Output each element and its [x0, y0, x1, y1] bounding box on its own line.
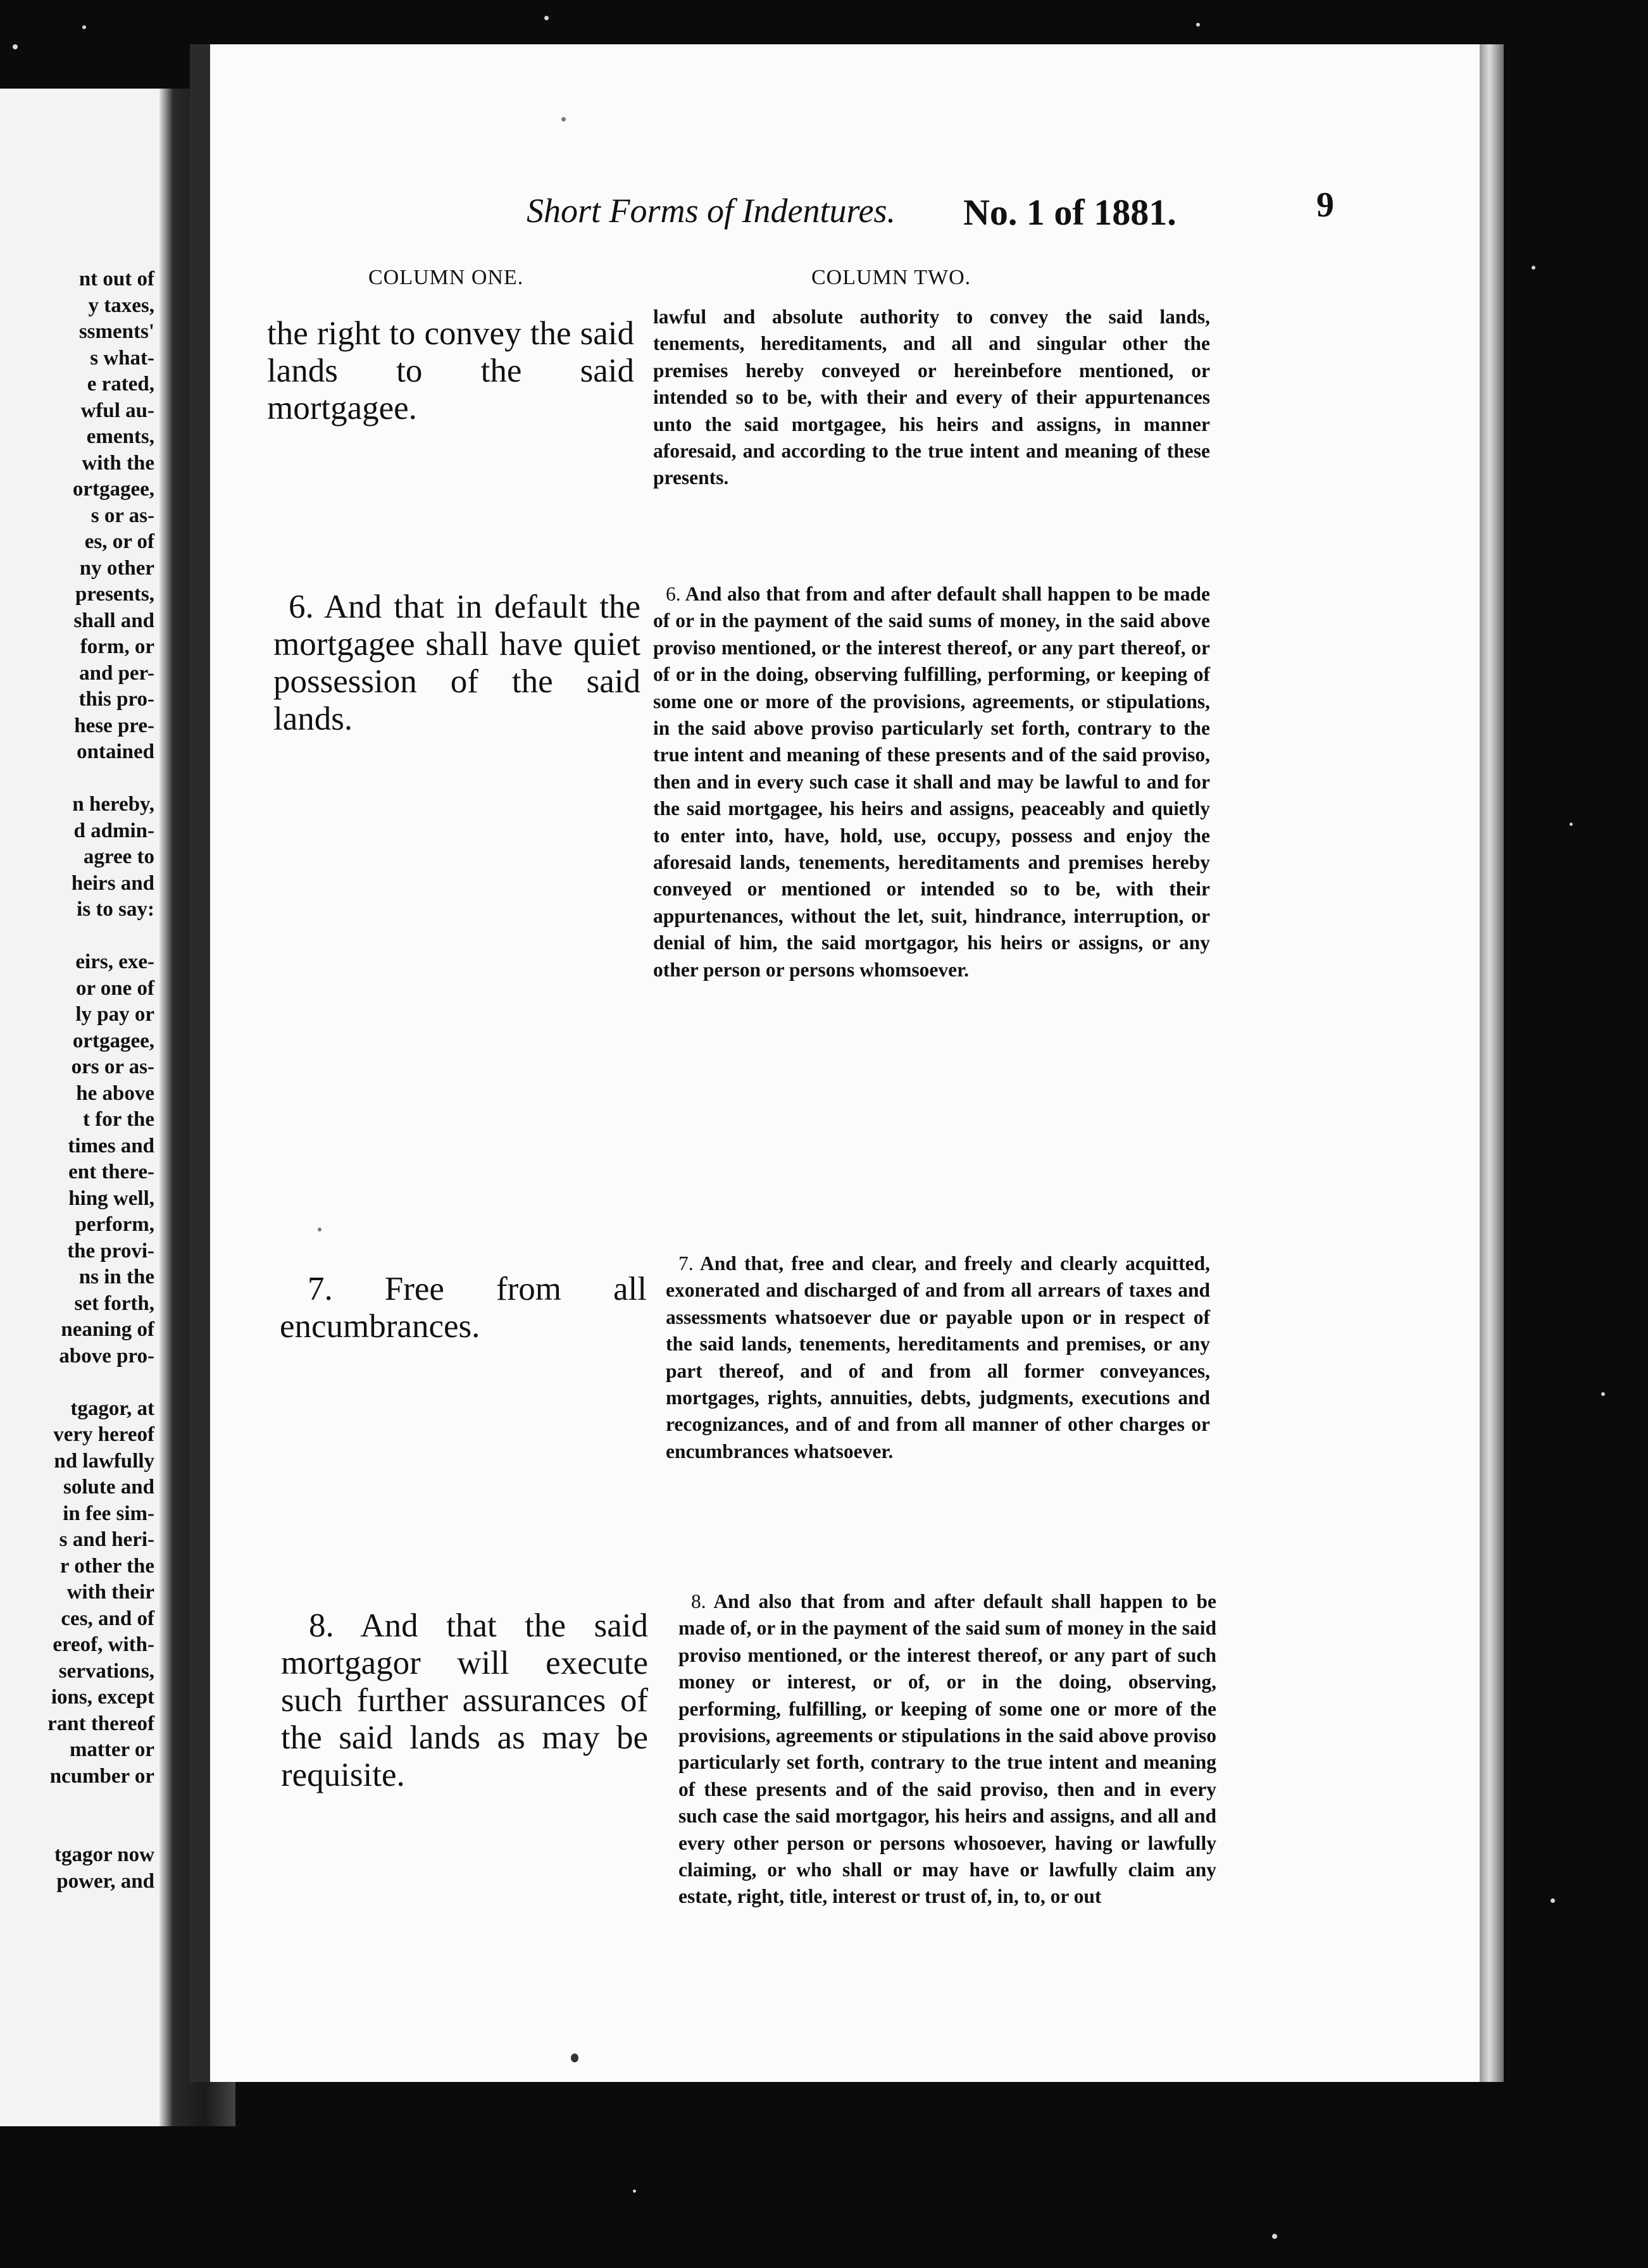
running-title: Short Forms of Indentures. [527, 192, 896, 230]
long-form-text: And also that from and after default shall happen to be made of or in the payment of the said sums of money, in the said above proviso mentioned, or the interest thereof, or any part thereof, or of or in the doing, observing fulfilling, performing, or keeping of some one or more of the provisions, agreements, or stipulations, in the said above proviso particularly set forth, contrary to the true intent and meaning of these presents and of the said proviso, then and in every such case it shall and may be lawful to and for the said mortgagee, his heirs and assigns, peaceably and quietly to enter into, have, hold, use, occupy, possess and enjoy the aforesaid lands, tenements, hereditaments and premises hereby conveyed or mentioned or intended so to be, with their appurtenances, without the let, suit, hindrance, interruption, or denial of him, the said mortgagor, his heirs or assigns, or any other person or persons whomsoever. [653, 583, 1210, 981]
clause-number: 7. [308, 1271, 333, 1307]
short-form-clause [281, 1607, 648, 1794]
ink-speck [561, 117, 566, 122]
column-two-heading: COLUMN TWO. [811, 266, 971, 289]
previous-page-line: and per- [79, 661, 154, 685]
document-page [190, 44, 1485, 2082]
film-speck [13, 44, 18, 49]
previous-page-line: d admin- [73, 819, 154, 842]
previous-page-line: ssments' [78, 320, 154, 343]
clause-number: 6. [289, 589, 314, 625]
previous-page-fragment [0, 89, 159, 2126]
previous-page-line: ortgagee, [72, 1029, 154, 1052]
previous-page-line: the provi- [67, 1239, 154, 1262]
previous-page-line: y taxes, [88, 294, 154, 317]
long-form-text: lawful and absolute authority to convey the said lands, tenements, hereditaments, and all and singular other the premises hereby conveyed or hereinbefore mentioned, or intended so to be, with their and every of their appurtenances unto the said mortgagee, his heirs and assigns, in manner aforesaid, and according to the true intent and meaning of these presents. [653, 306, 1210, 489]
clause-number: 8. [309, 1607, 334, 1644]
page-edge [1480, 44, 1504, 2082]
previous-page-line: is to say: [77, 898, 154, 921]
long-form-clause [653, 304, 1210, 492]
previous-page-line: nd lawfully [54, 1449, 154, 1473]
previous-page-line: he above [76, 1081, 154, 1105]
previous-page-line: matter or [69, 1738, 154, 1761]
film-speck [1196, 23, 1200, 27]
long-form-clause [666, 1250, 1210, 1465]
long-form-clause [678, 1588, 1216, 1910]
previous-page-line: s or as- [91, 504, 154, 527]
previous-page-line: nt out of [78, 268, 154, 290]
short-form-text: And that the said mortgagor will execute such further assurances of the said lands as may be requisite. [281, 1607, 649, 1793]
previous-page-line: presents, [75, 583, 154, 606]
ink-speck [571, 2053, 578, 2062]
previous-page-line: s what- [90, 346, 154, 370]
previous-page-line: rant thereof [47, 1712, 154, 1735]
short-form-text: Free from all encumbrances. [280, 1271, 647, 1345]
previous-page-line: tgagor, at [70, 1397, 154, 1420]
film-speck [1601, 1392, 1605, 1396]
previous-page-line: set forth, [74, 1292, 154, 1315]
previous-page-line: solute and [63, 1476, 154, 1498]
film-speck [1272, 2234, 1277, 2239]
short-form-text: the right to convey the said lands to the said mortgagee. [267, 315, 634, 427]
previous-page-line: hing well, [68, 1187, 154, 1210]
previous-page-line: n hereby, [72, 793, 154, 816]
previous-page-line: ements, [86, 425, 154, 448]
previous-page-line: this pro- [78, 688, 154, 711]
previous-page-line: ortgagee, [72, 478, 154, 501]
clause-number: 6. [666, 583, 681, 605]
column-one-heading: COLUMN ONE. [368, 266, 524, 289]
clause-number: 8. [691, 1590, 706, 1612]
page-number: 9 [1316, 185, 1334, 225]
previous-page-line: r other the [59, 1554, 154, 1578]
film-speck [1570, 823, 1573, 826]
film-speck [1551, 1898, 1555, 1903]
previous-page-line: with their [66, 1581, 154, 1604]
previous-page-line: or one of [75, 976, 154, 1000]
previous-page-line: ncumber or [49, 1764, 154, 1788]
previous-page-line: shall and [73, 609, 154, 632]
film-speck [82, 25, 86, 29]
previous-page-line: power, and [56, 1869, 154, 1893]
clause-number: 7. [678, 1252, 694, 1274]
previous-page-line: ent there- [68, 1161, 154, 1183]
previous-page-line: ly pay or [75, 1003, 154, 1026]
previous-page-line: ny other [79, 556, 154, 580]
previous-page-line: t for the [82, 1108, 154, 1131]
previous-page-line: es, or of [84, 530, 154, 553]
previous-page-line: times and [68, 1134, 154, 1157]
previous-page-line: ontained [77, 740, 154, 763]
film-speck [633, 2190, 636, 2193]
long-form-clause [653, 581, 1210, 983]
ink-speck [318, 1228, 321, 1231]
previous-page-line: above pro- [59, 1344, 154, 1368]
previous-page-line: e rated, [87, 373, 154, 396]
previous-page-line: ions, except [51, 1686, 154, 1709]
previous-page-line: eirs, exe- [75, 950, 154, 973]
short-form-clause [273, 589, 640, 738]
film-speck [544, 16, 549, 20]
previous-page-line: agree to [83, 845, 154, 868]
previous-page-line: ors or as- [71, 1056, 154, 1078]
previous-page-line: heirs and [71, 871, 154, 895]
previous-page-line: perform, [75, 1213, 154, 1236]
long-form-text: And also that from and after default shall happen to be made of, or in the payment of the said sum of money in the said proviso mentioned, or the interest thereof, or any part of such money or interest, or of, or in the doing, observing, performing, fulfilling, or keeping of some one or more of the provisions, agreements or stipulations in the said above proviso particularly set forth, contrary to the true intent and meaning of these presents and of the said proviso, then and in every such case the said mortgagor, his heirs and assigns, and all and every other person or persons whosoever, having or lawfully claiming, or who shall or may have or lawfully claim any estate, right, title, interest or trust of, in, to, or out [678, 1590, 1216, 1908]
previous-page-line: hese pre- [74, 714, 154, 737]
act-number: No. 1 of 1881. [963, 192, 1177, 233]
long-form-text: And that, free and clear, and freely and clearly acquitted, exonerated and discharged of and from all arrears of taxes and assessments whatsoever due or payable upon or in respect of the said lands, tenements, hereditaments and premises, or any part thereof, and of and from all former conveyances, mortgages, rights, annuities, debts, judgments, executions and recognizances, and of and from all manner of other charges or encumbrances whatsoever. [666, 1252, 1210, 1462]
short-form-clause [280, 1271, 647, 1345]
previous-page-line: wful au- [80, 399, 154, 422]
previous-page-line: neaning of [61, 1318, 154, 1341]
previous-page-line: with the [82, 451, 154, 475]
previous-page-line: ns in the [78, 1266, 154, 1288]
previous-page-line: ces, and of [61, 1607, 154, 1630]
previous-page-line: ereof, with- [53, 1633, 154, 1656]
previous-page-line: in fee sim- [63, 1502, 154, 1525]
previous-page-line: servations, [58, 1659, 154, 1683]
film-speck [1532, 266, 1535, 270]
previous-page-line: s and heri- [59, 1528, 154, 1551]
short-form-clause [267, 315, 634, 427]
previous-page-line: form, or [80, 635, 154, 658]
previous-page-line: very hereof [53, 1423, 154, 1446]
short-form-text: And that in default the mortgagee shall have quiet possession of the said lands. [273, 589, 640, 737]
previous-page-line: tgagor now [54, 1843, 154, 1866]
